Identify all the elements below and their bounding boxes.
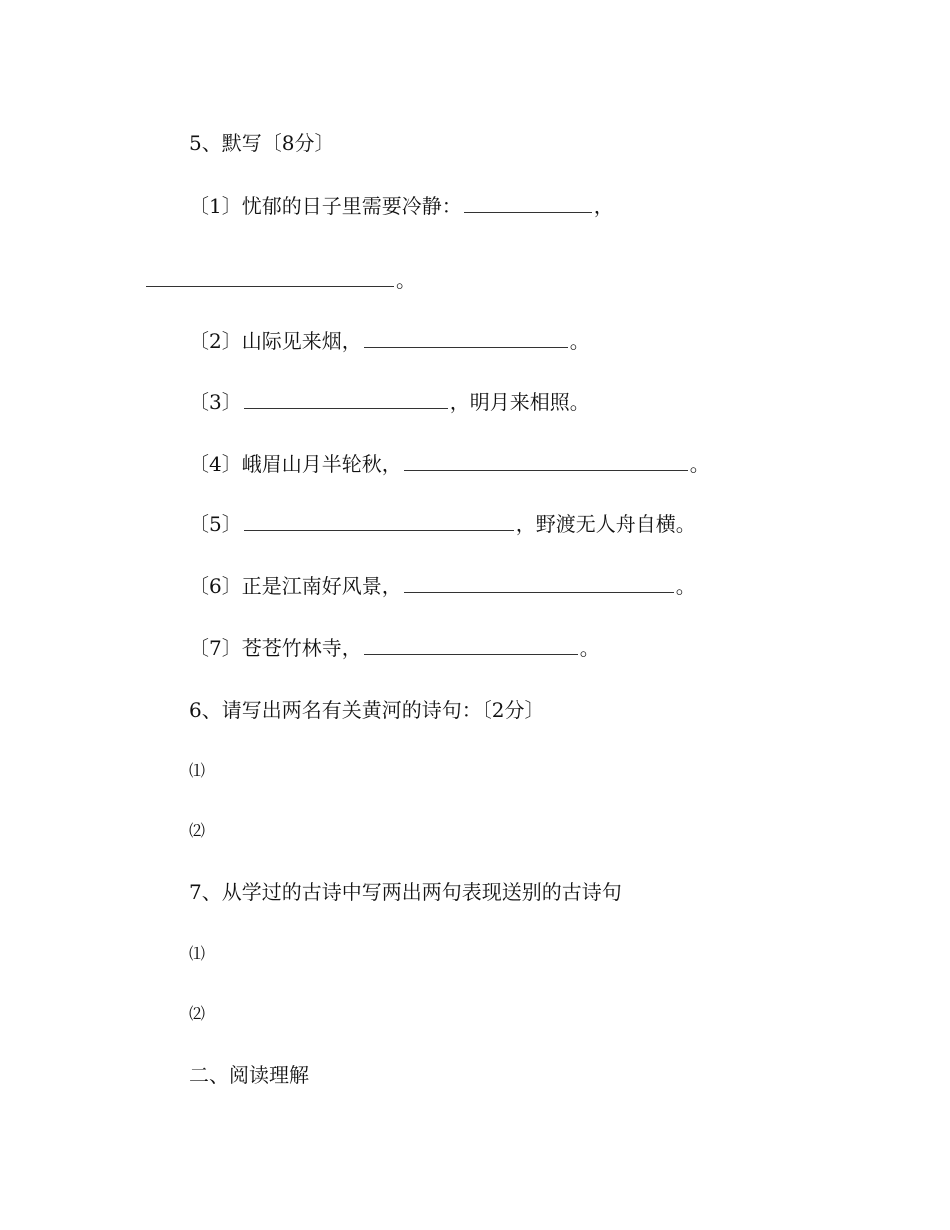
item-text-after: 。 bbox=[689, 452, 710, 476]
q5-item-3 bbox=[189, 388, 590, 416]
q7-sub-1: ⑴ bbox=[189, 944, 206, 963]
answer-blank[interactable] bbox=[404, 452, 688, 471]
q5-item-2 bbox=[189, 327, 590, 355]
q7-heading: 7、从学过的古诗中写两出两句表现送别的古诗句 bbox=[189, 880, 622, 904]
q5-item-4 bbox=[189, 450, 710, 478]
q5-item-1-continued bbox=[146, 266, 416, 294]
item-number: 〔3〕 bbox=[189, 390, 242, 414]
section-2-heading: 二、阅读理解 bbox=[189, 1063, 309, 1087]
item-text-before: 苍苍竹林寺， bbox=[241, 636, 362, 660]
item-text-after: ，野渡无人舟自横。 bbox=[515, 512, 696, 536]
q5-item-5 bbox=[189, 510, 696, 538]
q7-sub-2: ⑵ bbox=[189, 1004, 206, 1023]
item-number: 〔6〕 bbox=[189, 574, 242, 598]
q6-heading: 6、请写出两名有关黄河的诗句：〔2分〕 bbox=[189, 698, 545, 722]
item-text-after: 。 bbox=[569, 329, 590, 353]
q6-sub-1: ⑴ bbox=[189, 761, 206, 780]
item-number: 〔4〕 bbox=[189, 452, 242, 476]
answer-blank[interactable] bbox=[244, 390, 448, 409]
item-text-end: 。 bbox=[396, 268, 416, 292]
item-number: 〔7〕 bbox=[189, 636, 242, 660]
answer-blank[interactable] bbox=[244, 512, 514, 531]
item-text-after: 。 bbox=[675, 574, 696, 598]
item-number: 〔1〕 bbox=[189, 194, 242, 218]
item-text-before: 峨眉山月半轮秋， bbox=[241, 452, 402, 476]
answer-blank[interactable] bbox=[364, 329, 568, 348]
answer-blank[interactable] bbox=[464, 194, 592, 213]
item-text-after: ， bbox=[593, 194, 614, 218]
item-number: 〔2〕 bbox=[189, 329, 242, 353]
q5-item-7 bbox=[189, 634, 600, 662]
q5-item-1 bbox=[189, 192, 614, 220]
q6-sub-2: ⑵ bbox=[189, 821, 206, 840]
item-number: 〔5〕 bbox=[189, 512, 242, 536]
item-text-after: 。 bbox=[579, 636, 600, 660]
item-text-before: 忧郁的日子里需要冷静： bbox=[241, 194, 462, 218]
answer-blank[interactable] bbox=[146, 268, 394, 287]
item-text-before: 山际见来烟， bbox=[241, 329, 362, 353]
q5-item-6 bbox=[189, 572, 696, 600]
answer-blank[interactable] bbox=[404, 574, 674, 593]
q5-heading: 5、默写〔8分〕 bbox=[189, 131, 335, 155]
item-text-before: 正是江南好风景， bbox=[241, 574, 402, 598]
item-text-after: ，明月来相照。 bbox=[449, 390, 590, 414]
answer-blank[interactable] bbox=[364, 636, 578, 655]
